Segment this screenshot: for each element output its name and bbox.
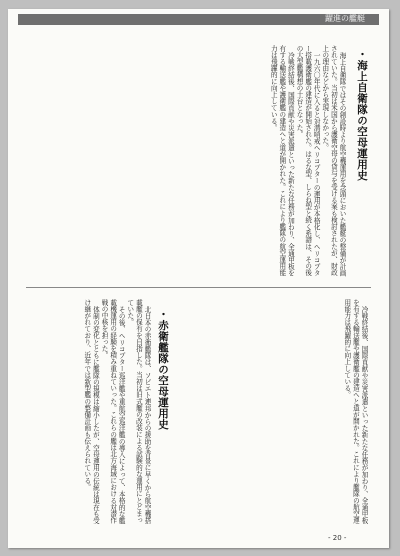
- paragraph: 海上自衛隊ではその創設時より航空機運用を念頭においた艦艇の整備が計画されていた。当初は米国から護衛空母の貸与を受ける案も検討されたが、財政上の理由などから実現しなかった。: [320, 45, 346, 276]
- page-number: - 20 -: [328, 534, 347, 542]
- paragraph: 一九六〇年代に入ると対潜哨戒ヘリコプターの運用が本格化し、ヘリコプター搭載護衛艦の建造が開始された。はるな型、しらね型と続く系譜は、その後の大型艦構想の土台となった。: [295, 45, 321, 276]
- band-divider: [26, 287, 371, 288]
- section-heading-1: ・海上自衛隊の空母運用史: [356, 49, 368, 181]
- running-title: 躍進の艦艇: [325, 14, 365, 23]
- paragraph: 冷戦終結後、国際貢献や災害派遣といった新たな任務が加わり、全通甲板を有する輸送艦や護衛艦の建造へと道が開かれた。これにより艦隊の航空運用能力は飛躍的に向上している。: [269, 45, 295, 276]
- lower-left-body-text: [26, 299, 151, 524]
- upper-body-text: [26, 45, 346, 281]
- lower-right-body-text: [178, 299, 368, 524]
- paragraph: 北日本の赤衛艦隊は、ソビエト連邦からの援助を背景に早くから航空機搭載艦の保有を目指した。当初は旧式艦の改装による試験的な運用にとどまっていた。: [125, 299, 151, 524]
- paragraph: その後、ヘリコプター巡洋艦や重航空巡洋艦の導入によって、本格的な艦載機運用の経験を積み重ねていった。これらの艦は北方海域における対潜作戦の中核を担った。: [100, 299, 126, 524]
- paragraph: 冷戦終結後、国際貢献や災害派遣といった新たな任務が加わり、全通甲板を有する輸送艦や護衛艦の建造へと道が開かれた。これにより艦隊の航空運用能力は飛躍的に向上している。: [342, 299, 368, 524]
- section-heading-2: ・赤衛艦隊の空母運用史: [157, 309, 169, 430]
- document-page: [8, 9, 389, 548]
- paragraph: 体制の変化とともに艦隊の規模は縮小したが、空母運用の伝統は現在も受け継がれており、近年では新型艦の整備計画も伝えられている。: [82, 299, 100, 524]
- running-header-bar: [18, 14, 379, 25]
